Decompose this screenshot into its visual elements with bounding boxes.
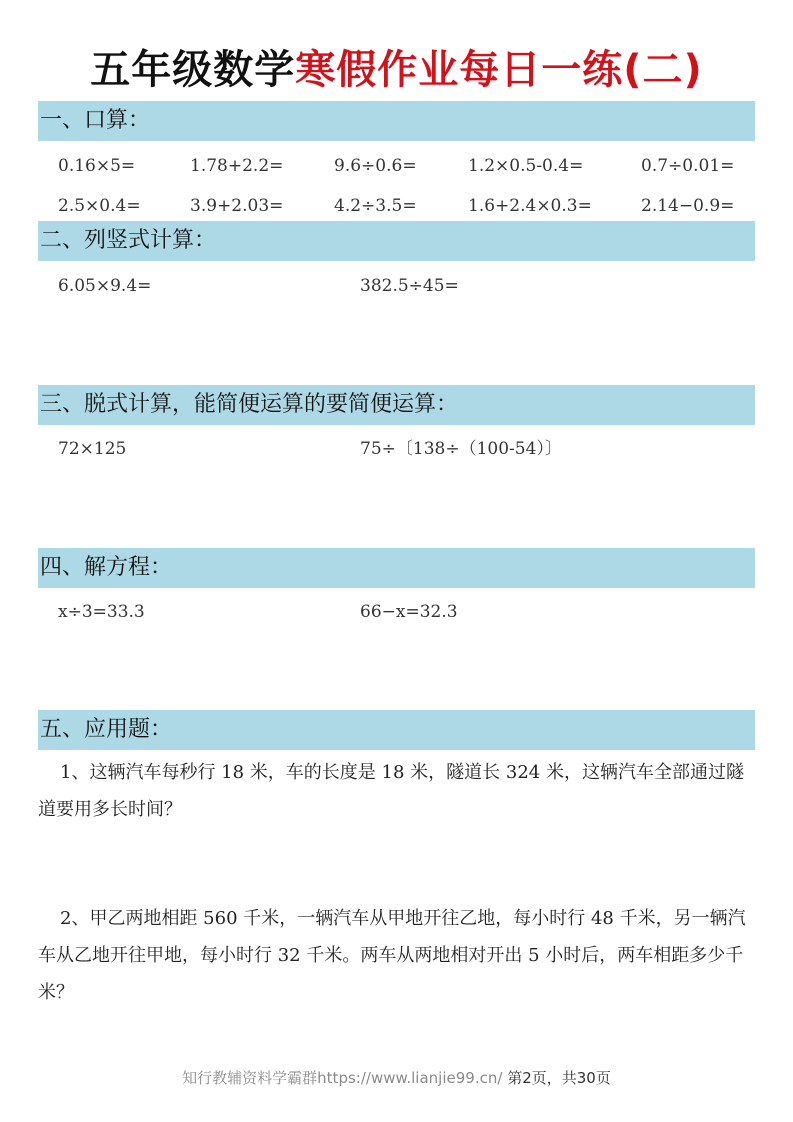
oral-calc-item: 1.78+2.2= (190, 156, 284, 176)
section-header-oral-calc (38, 101, 755, 141)
footer-watermark: 知行教辅资料学霸群https://www.lianjie99.cn/ (182, 1069, 503, 1087)
oral-calc-item: 0.16×5= (58, 156, 136, 176)
section-header-equations (38, 548, 755, 588)
section-heading: 五、应用题： (40, 717, 173, 742)
oral-calc-item: 3.9+2.03= (190, 196, 284, 216)
title-homework-part: 寒假作业每日一练(二) (295, 47, 703, 93)
oral-calc-item: 4.2÷3.5= (334, 196, 417, 216)
oral-calc-item: 2.5×0.4= (58, 196, 141, 216)
title-grade-part: 五年级数学 (90, 47, 296, 93)
oral-calc-item: 1.6+2.4×0.3= (468, 196, 592, 216)
stepwise-calc-item: 75÷〔138÷（100-54）〕 (360, 439, 562, 459)
footer (0, 1067, 793, 1089)
page-title (0, 42, 793, 98)
section-heading: 四、解方程： (40, 555, 173, 580)
oral-calc-item: 0.7÷0.01= (641, 156, 735, 176)
vertical-calc-item: 382.5÷45= (360, 276, 459, 296)
oral-calc-item: 9.6÷0.6= (334, 156, 417, 176)
vertical-calc-item: 6.05×9.4= (58, 276, 152, 296)
section-header-vertical-calc (38, 221, 755, 261)
equation-item: x÷3=33.3 (58, 602, 145, 622)
oral-calc-item: 2.14−0.9= (641, 196, 735, 216)
oral-calc-item: 1.2×0.5-0.4= (468, 156, 584, 176)
word-problem-2: 2、甲乙两地相距 560 千米，一辆汽车从甲地开往乙地，每小时行 48 千米，另一辆汽车从乙地开往甲地，每小时行 32 千米。两车从两地相对开出 5 小时后，两车相距多少千米？ (38, 908, 746, 1003)
section-header-stepwise-calc (38, 385, 755, 425)
section-heading: 一、口算： (40, 108, 151, 133)
page-number: 第2页，共30页 (507, 1069, 611, 1087)
section-heading: 二、列竖式计算： (40, 228, 217, 253)
section-heading: 三、脱式计算，能简便运算的要简便运算： (40, 392, 459, 417)
equation-item: 66−x=32.3 (360, 602, 458, 622)
section-header-word-problems (38, 710, 755, 750)
stepwise-calc-item: 72×125 (58, 439, 127, 459)
word-problem-1: 1、这辆汽车每秒行 18 米，车的长度是 18 米，隧道长 324 米，这辆汽车全部通过隧道要用多长时间？ (38, 762, 744, 820)
